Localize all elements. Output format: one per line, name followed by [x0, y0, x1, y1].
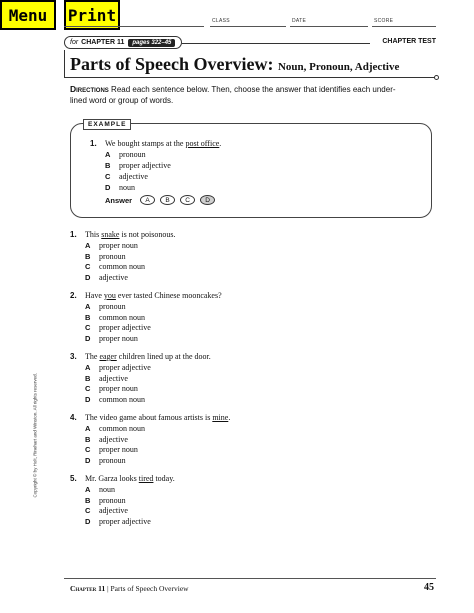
option-text: adjective [99, 273, 128, 283]
sentence-after: children lined up at the door. [116, 352, 211, 361]
option-text: common noun [99, 262, 145, 272]
name-line[interactable] [64, 26, 204, 27]
menu-button[interactable]: Menu [0, 0, 56, 30]
footer-label [70, 584, 189, 593]
sentence-before: The [85, 352, 100, 361]
answer-option[interactable] [85, 334, 138, 343]
option-letter: A [85, 485, 91, 494]
sentence-before: Mr. Garza looks [85, 474, 139, 483]
chapter-bar [64, 36, 440, 50]
option-letter: C [85, 445, 91, 455]
option-letter: B [105, 161, 111, 170]
sentence-after: today. [153, 474, 175, 483]
answer-option[interactable] [85, 302, 126, 311]
score-label: SCORE [374, 18, 394, 24]
option-text: adjective [99, 434, 128, 444]
chapter-pill [64, 36, 182, 49]
option-text: common noun [99, 395, 145, 405]
answer-option[interactable] [85, 363, 151, 372]
underlined-word: snake [101, 230, 120, 239]
option-text: common noun [99, 424, 145, 433]
option-letter: B [85, 434, 91, 444]
answer-option[interactable] [85, 241, 138, 250]
sentence-before: This [85, 230, 102, 239]
option-text: proper noun [99, 334, 138, 344]
answer-option[interactable] [85, 374, 128, 383]
option-letter: A [85, 424, 91, 433]
answer-bubble-d[interactable]: D [200, 195, 215, 205]
class-line[interactable] [210, 26, 286, 27]
date-line[interactable] [290, 26, 368, 27]
option-text: proper adjective [99, 363, 151, 372]
option-letter: C [85, 384, 91, 394]
option-text: proper noun [99, 445, 138, 455]
option-text: pronoun [99, 456, 126, 466]
option-letter: D [85, 273, 91, 283]
question-sentence [85, 291, 222, 300]
example-option [105, 150, 146, 159]
option-letter: B [85, 251, 91, 261]
question-number: 5. [70, 474, 77, 483]
answer-option[interactable] [85, 395, 145, 404]
option-text: pronoun [119, 150, 146, 159]
example-before: We bought stamps at the [105, 139, 186, 148]
sentence-before: Have [85, 291, 104, 300]
question-number: 4. [70, 413, 77, 422]
sentence-before: The video game about famous artists is [85, 413, 213, 422]
directions-label: Directions [70, 84, 109, 94]
option-letter: D [85, 395, 91, 405]
sentence-after: . [228, 413, 231, 422]
option-letter: B [85, 312, 91, 322]
title-main-text: Parts of Speech Overview: [70, 54, 274, 74]
answer-bubble-b[interactable]: B [160, 195, 175, 205]
answer-bubble-c[interactable]: C [180, 195, 195, 205]
option-letter: D [105, 183, 111, 192]
example-option [105, 172, 148, 181]
answer-option[interactable] [85, 496, 126, 505]
option-letter: C [105, 172, 111, 181]
sentence-after: is not poisonous. [119, 230, 176, 239]
underlined-word: mine [212, 413, 229, 422]
question-number: 3. [70, 352, 77, 361]
answer-option[interactable] [85, 506, 128, 515]
page-title-block [64, 52, 436, 78]
score-line[interactable] [372, 26, 436, 27]
chapter-rule [182, 43, 370, 44]
underlined-word: tired [138, 474, 154, 483]
sentence-after: ever tasted Chinese mooncakes? [115, 291, 222, 300]
option-text: adjective [119, 172, 148, 181]
answer-option[interactable] [85, 262, 145, 271]
directions-line-1: Read each sentence below. Then, choose the answer that identifies each under- [111, 85, 396, 94]
option-letter: C [85, 323, 91, 333]
footer-title: Parts of Speech Overview [110, 584, 189, 593]
option-text: adjective [99, 373, 128, 383]
question-sentence [85, 352, 211, 361]
answer-option[interactable] [85, 323, 151, 332]
answer-option[interactable] [85, 485, 115, 494]
question-sentence [85, 230, 175, 239]
answer-label: Answer [105, 195, 133, 205]
underlined-word: you [103, 291, 116, 300]
option-text: proper noun [99, 241, 138, 250]
answer-option[interactable] [85, 424, 145, 433]
option-letter: A [85, 241, 91, 250]
answer-option[interactable] [85, 384, 138, 393]
option-text: common noun [99, 312, 145, 322]
option-letter: A [105, 150, 111, 159]
example-option [105, 183, 135, 192]
example-underlined: post office [185, 139, 220, 148]
option-text: proper adjective [99, 517, 151, 527]
option-letter: D [85, 517, 91, 527]
option-letter: D [85, 456, 91, 466]
option-text: proper adjective [99, 323, 151, 333]
answer-bubble-a[interactable]: A [140, 195, 155, 205]
option-letter: C [85, 262, 91, 272]
example-after: . [219, 139, 222, 148]
chapter-number: CHAPTER 11 [81, 39, 125, 46]
footer-separator: | [107, 584, 109, 593]
option-letter: A [85, 363, 91, 372]
footer-rule [64, 578, 436, 579]
question-number: 2. [70, 291, 77, 300]
answer-option[interactable] [85, 456, 126, 465]
option-text: pronoun [99, 302, 126, 311]
example-tag: EXAMPLE [83, 119, 131, 130]
answer-option[interactable] [85, 517, 151, 526]
question-sentence [85, 474, 175, 483]
answer-option[interactable] [85, 435, 128, 444]
option-text: adjective [99, 506, 128, 516]
option-letter: C [85, 506, 91, 516]
question-sentence [85, 413, 230, 422]
page-title [70, 54, 399, 75]
page-number: 45 [424, 582, 434, 593]
pages-badge: pages 322–45 [128, 39, 175, 47]
option-letter: B [85, 495, 91, 505]
title-subtitle: Noun, Pronoun, Adjective [277, 61, 400, 73]
directions-line-2: lined word or group of words. [70, 96, 174, 105]
answer-option[interactable] [85, 252, 126, 261]
option-text: proper adjective [119, 161, 171, 170]
option-text: noun [119, 183, 135, 192]
example-option [105, 161, 171, 170]
question-number: 1. [70, 230, 77, 239]
copyright-notice: Copyright © by Holt, Rinehart and Winston. All rights reserved. [32, 373, 38, 498]
example-sentence [105, 139, 221, 148]
chapter-test-label: CHAPTER TEST [382, 38, 436, 45]
print-button[interactable]: Print [64, 0, 120, 30]
option-text: pronoun [99, 251, 126, 261]
answer-option[interactable] [85, 273, 128, 282]
underlined-word: eager [99, 352, 117, 361]
option-letter: D [85, 334, 91, 344]
option-letter: A [85, 302, 91, 311]
date-label: DATE [292, 18, 307, 24]
option-text: noun [99, 485, 115, 494]
example-number: 1. [90, 139, 97, 148]
footer-chapter: Chapter 11 [70, 584, 106, 593]
answer-option[interactable] [85, 313, 145, 322]
example-answer-row [105, 195, 215, 205]
option-letter: B [85, 373, 91, 383]
option-text: pronoun [99, 495, 126, 505]
answer-option[interactable] [85, 445, 138, 454]
title-end-dot [434, 75, 439, 80]
for-text: for [70, 39, 79, 46]
directions [70, 84, 434, 106]
class-label: CLASS [212, 18, 230, 24]
option-text: proper noun [99, 384, 138, 394]
